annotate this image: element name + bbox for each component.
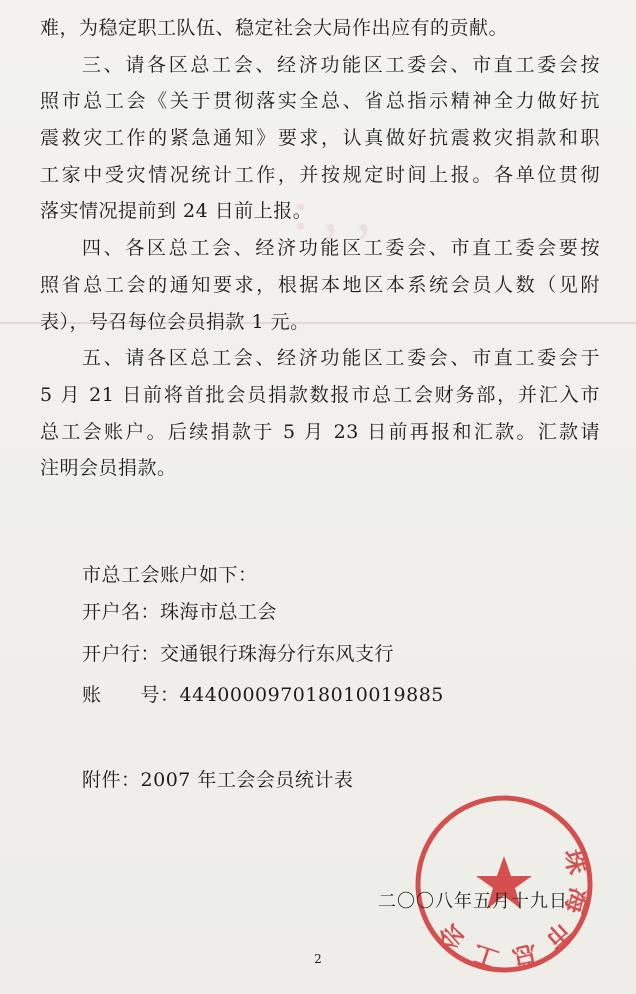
paragraph-line: 表），号召每位会员捐款 1 元。	[40, 310, 310, 333]
paragraph-line: 三、请各区总工会、经济功能区工委会、市直工委会按	[82, 53, 600, 76]
paragraph-line: 照市总工会《关于贯彻落实全总、省总指示精神全力做好抗	[40, 90, 600, 113]
account-name-row	[82, 597, 277, 624]
paragraph-line: 四、各区总工会、经济功能区工委会、市直工委会要按	[82, 237, 600, 260]
page-number: 2	[314, 952, 322, 966]
paragraph-line: 总工会账户。后续捐款于 5 月 23 日前再报和汇款。汇款请	[40, 420, 600, 443]
account-number-label: 账 号：	[82, 684, 180, 706]
paragraph-line: 注明会员捐款。	[40, 457, 177, 480]
paragraph-5	[40, 340, 600, 487]
account-heading: 市总工会账户如下：	[82, 564, 258, 586]
issue-date: 二〇〇八年五月十九日	[378, 891, 568, 912]
bleed-through-text: ：，，	[290, 187, 412, 241]
paragraph-line: 5 月 21 日前将首批会员捐款数报市总工会财务部，并汇入市	[40, 383, 600, 406]
paragraph-2-end: 难，为稳定职工队伍、稳定社会大局作出应有的贡献。	[40, 17, 509, 39]
account-number-value: 444000097018010019885	[179, 684, 444, 706]
attachment-row	[82, 765, 353, 792]
paragraph-line: 照省总工会的通知要求，根据本地区本系统会员人数（见附	[40, 273, 600, 296]
account-bank-row	[82, 639, 394, 666]
paragraph-line: 落实情况提前到 24 日前上报。	[40, 200, 313, 223]
svg-text:珠海市总工会: 珠海市总工会	[425, 846, 595, 975]
account-number-row	[82, 680, 444, 707]
paragraph-line: 工家中受灾情况统计工作，并按规定时间上报。各单位贯彻	[40, 163, 600, 186]
paragraph-line: 五、请各区总工会、经济功能区工委会、市直工委会于	[82, 347, 600, 370]
paragraph-3	[40, 47, 600, 230]
official-seal-icon	[413, 793, 595, 975]
account-name-value: 珠海市总工会	[160, 601, 278, 623]
account-name-label: 开户名：	[82, 601, 161, 623]
account-bank-value: 交通银行珠海分行东风支行	[160, 643, 395, 665]
account-bank-label: 开户行：	[82, 643, 161, 665]
paragraph-line: 震救灾工作的紧急通知》要求，认真做好抗震救灾捐款和职	[40, 127, 600, 150]
attachment-value: 2007 年工会会员统计表	[140, 769, 354, 791]
attachment-label: 附件：	[82, 769, 141, 791]
paragraph-4	[40, 230, 600, 340]
document-body	[40, 10, 600, 487]
